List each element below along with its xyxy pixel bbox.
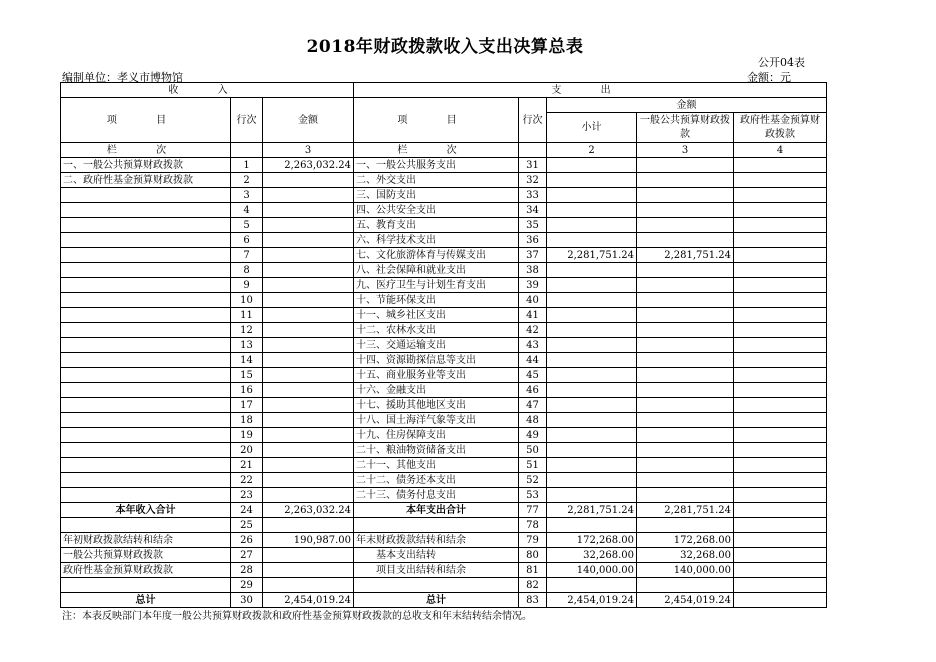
income-line-no-cell: 25 xyxy=(231,518,263,533)
expense-gov-fund-cell xyxy=(734,248,827,263)
expense-line-no-cell: 34 xyxy=(519,203,547,218)
expense-line-no-cell: 83 xyxy=(519,593,547,608)
expense-line-no-cell: 42 xyxy=(519,323,547,338)
expense-gov-fund-cell xyxy=(734,353,827,368)
expense-subtotal-cell xyxy=(547,188,637,203)
expense-item-cell: 五、教育支出 xyxy=(354,218,519,233)
expense-general-budget-cell xyxy=(637,308,734,323)
income-column-3: 3 xyxy=(263,143,354,158)
expense-gov-fund-cell xyxy=(734,278,827,293)
income-line-no-cell: 4 xyxy=(231,203,263,218)
income-line-no-cell: 6 xyxy=(231,233,263,248)
expense-gov-fund-cell xyxy=(734,173,827,188)
income-amount-cell xyxy=(263,353,354,368)
income-line-no-cell: 1 xyxy=(231,158,263,173)
expense-subtotal-cell xyxy=(547,443,637,458)
expense-gov-fund-cell xyxy=(734,218,827,233)
expense-subtotal-cell xyxy=(547,278,637,293)
income-amount-cell xyxy=(263,248,354,263)
expense-item-cell: 本年支出合计 xyxy=(354,503,519,518)
income-item-cell xyxy=(61,458,231,473)
expense-line-no-cell: 37 xyxy=(519,248,547,263)
expense-gov-fund-cell xyxy=(734,458,827,473)
expense-item-cell: 二十二、债务还本支出 xyxy=(354,473,519,488)
expense-gov-fund-cell xyxy=(734,383,827,398)
income-amount-cell: 2,263,032.24 xyxy=(263,158,354,173)
expense-column-label: 栏 次 xyxy=(354,143,519,158)
income-item-cell: 总计 xyxy=(61,593,231,608)
expense-subtotal-cell xyxy=(547,368,637,383)
expense-general-budget-cell xyxy=(637,188,734,203)
table-row xyxy=(61,233,827,248)
expense-line-no-cell: 78 xyxy=(519,518,547,533)
expense-item-cell: 十一、城乡社区支出 xyxy=(354,308,519,323)
expense-gov-fund-cell xyxy=(734,578,827,593)
income-line-no-cell: 14 xyxy=(231,353,263,368)
reporting-unit: 编制单位：孝义市博物馆 xyxy=(62,71,183,84)
expense-general-budget-cell: 2,281,751.24 xyxy=(637,503,734,518)
expense-item-cell: 年末财政拨款结转和结余 xyxy=(354,533,519,548)
expense-item-cell: 三、国防支出 xyxy=(354,188,519,203)
expense-line-no-cell: 46 xyxy=(519,383,547,398)
income-line-no-header: 行次 xyxy=(231,98,263,143)
income-item-cell xyxy=(61,368,231,383)
income-item-cell xyxy=(61,203,231,218)
expense-line-no-cell: 79 xyxy=(519,533,547,548)
table-row xyxy=(61,503,827,518)
income-amount-cell xyxy=(263,203,354,218)
income-line-no-cell: 20 xyxy=(231,443,263,458)
income-item-cell xyxy=(61,308,231,323)
expense-line-no-cell: 35 xyxy=(519,218,547,233)
income-amount-cell xyxy=(263,278,354,293)
expense-subtotal-cell: 2,454,019.24 xyxy=(547,593,637,608)
income-line-no-cell: 29 xyxy=(231,578,263,593)
table-row xyxy=(61,563,827,578)
income-line-no-cell: 2 xyxy=(231,173,263,188)
expense-general-budget-cell: 32,268.00 xyxy=(637,548,734,563)
expense-item-cell: 基本支出结转 xyxy=(354,548,519,563)
expense-line-no-cell: 48 xyxy=(519,413,547,428)
income-item-cell xyxy=(61,293,231,308)
expense-general-budget-cell xyxy=(637,428,734,443)
expense-item-cell: 一、一般公共服务支出 xyxy=(354,158,519,173)
table-row xyxy=(61,173,827,188)
expense-general-budget-cell xyxy=(637,353,734,368)
gov-fund-budget-header: 政府性基金预算财政拨款 xyxy=(734,113,827,143)
expense-gov-fund-cell xyxy=(734,518,827,533)
table-row xyxy=(61,593,827,608)
expense-gov-fund-cell xyxy=(734,488,827,503)
expense-item-cell xyxy=(354,578,519,593)
general-budget-header: 一般公共预算财政拨款 xyxy=(637,113,734,143)
table-row xyxy=(61,278,827,293)
expense-line-no-cell: 51 xyxy=(519,458,547,473)
table-note: 注：本表反映部门本年度一般公共预算财政拨款和政府性基金预算财政拨款的总收支和年末结转结余情况。 xyxy=(62,611,532,622)
expense-general-budget-cell xyxy=(637,218,734,233)
income-item-cell xyxy=(61,383,231,398)
income-line-no-cell: 5 xyxy=(231,218,263,233)
table-row xyxy=(61,548,827,563)
table-row xyxy=(61,218,827,233)
income-amount-cell xyxy=(263,338,354,353)
expense-item-cell: 项目支出结转和结余 xyxy=(354,563,519,578)
income-amount-cell: 2,454,019.24 xyxy=(263,593,354,608)
income-amount-cell xyxy=(263,443,354,458)
expense-amount-header: 金额 xyxy=(547,98,827,113)
expense-line-no-cell: 44 xyxy=(519,353,547,368)
expense-subtotal-cell xyxy=(547,293,637,308)
expense-general-budget-cell xyxy=(637,233,734,248)
income-amount-cell xyxy=(263,263,354,278)
expense-item-cell: 八、社会保障和就业支出 xyxy=(354,263,519,278)
income-line-no-cell: 7 xyxy=(231,248,263,263)
expense-line-no-cell: 31 xyxy=(519,158,547,173)
table-row xyxy=(61,293,827,308)
expense-subtotal-cell: 2,281,751.24 xyxy=(547,503,637,518)
expense-item-cell: 十七、援助其他地区支出 xyxy=(354,398,519,413)
expense-item-cell: 七、文化旅游体育与传媒支出 xyxy=(354,248,519,263)
income-amount-cell: 190,987.00 xyxy=(263,533,354,548)
table-row xyxy=(61,263,827,278)
expense-gov-fund-cell xyxy=(734,413,827,428)
income-amount-cell xyxy=(263,473,354,488)
income-item-cell: 一般公共预算财政拨款 xyxy=(61,548,231,563)
expense-gov-fund-cell xyxy=(734,503,827,518)
table-row xyxy=(61,458,827,473)
income-amount-cell xyxy=(263,188,354,203)
expense-subtotal-cell: 2,281,751.24 xyxy=(547,248,637,263)
expense-item-cell: 十六、金融支出 xyxy=(354,383,519,398)
expense-gov-fund-cell xyxy=(734,443,827,458)
expense-subtotal-cell xyxy=(547,428,637,443)
income-amount-cell xyxy=(263,398,354,413)
income-line-no-cell: 18 xyxy=(231,413,263,428)
expense-column-4: 4 xyxy=(734,143,827,158)
expense-gov-fund-cell xyxy=(734,593,827,608)
expense-item-cell: 二十一、其他支出 xyxy=(354,458,519,473)
expense-gov-fund-cell xyxy=(734,428,827,443)
report-title: 2018年财政拨款收入支出决算总表 xyxy=(306,37,584,57)
expense-general-budget-cell: 172,268.00 xyxy=(637,533,734,548)
income-item-cell xyxy=(61,338,231,353)
income-item-cell xyxy=(61,278,231,293)
expense-line-no-cell: 32 xyxy=(519,173,547,188)
income-item-cell: 年初财政拨款结转和结余 xyxy=(61,533,231,548)
expense-line-no-cell: 33 xyxy=(519,188,547,203)
income-amount-cell xyxy=(263,488,354,503)
expense-column-no-blank xyxy=(519,143,547,158)
expense-line-no-cell: 36 xyxy=(519,233,547,248)
income-line-no-cell: 8 xyxy=(231,263,263,278)
expense-line-no-header: 行次 xyxy=(519,98,547,143)
expense-gov-fund-cell xyxy=(734,233,827,248)
income-amount-header: 金额 xyxy=(263,98,354,143)
table-row xyxy=(61,323,827,338)
table-row xyxy=(61,203,827,218)
expense-general-budget-cell xyxy=(637,443,734,458)
table-row xyxy=(61,308,827,323)
expense-item-cell: 二、外交支出 xyxy=(354,173,519,188)
income-amount-cell xyxy=(263,518,354,533)
expense-subtotal-cell xyxy=(547,218,637,233)
expense-item-cell: 二十三、债务付息支出 xyxy=(354,488,519,503)
income-line-no-cell: 27 xyxy=(231,548,263,563)
income-column-label: 栏 次 xyxy=(61,143,231,158)
expense-line-no-cell: 49 xyxy=(519,428,547,443)
table-row xyxy=(61,338,827,353)
expense-item-cell: 十二、农林水支出 xyxy=(354,323,519,338)
expense-gov-fund-cell xyxy=(734,263,827,278)
expense-subtotal-cell xyxy=(547,473,637,488)
expense-line-no-cell: 47 xyxy=(519,398,547,413)
income-amount-cell xyxy=(263,413,354,428)
income-item-cell xyxy=(61,473,231,488)
income-line-no-cell: 19 xyxy=(231,428,263,443)
expense-item-cell: 十四、资源勘探信息等支出 xyxy=(354,353,519,368)
expense-general-budget-cell xyxy=(637,488,734,503)
table-row xyxy=(61,413,827,428)
expense-line-no-cell: 80 xyxy=(519,548,547,563)
income-item-cell xyxy=(61,428,231,443)
expense-item-cell: 十八、国土海洋气象等支出 xyxy=(354,413,519,428)
table-row xyxy=(61,473,827,488)
table-row xyxy=(61,533,827,548)
income-line-no-cell: 9 xyxy=(231,278,263,293)
income-amount-cell xyxy=(263,578,354,593)
form-code: 公开04表 xyxy=(758,56,805,69)
income-item-cell xyxy=(61,218,231,233)
expense-subtotal-cell: 172,268.00 xyxy=(547,533,637,548)
expense-item-cell: 总计 xyxy=(354,593,519,608)
expense-item-cell: 十五、商业服务业等支出 xyxy=(354,368,519,383)
income-item-cell xyxy=(61,518,231,533)
expense-subtotal-cell xyxy=(547,323,637,338)
expense-subtotal-cell xyxy=(547,413,637,428)
expense-subtotal-cell xyxy=(547,173,637,188)
currency-unit: 金额：元 xyxy=(747,71,791,84)
income-item-cell xyxy=(61,353,231,368)
table-row xyxy=(61,578,827,593)
expense-item-cell: 十、节能环保支出 xyxy=(354,293,519,308)
expense-subtotal-cell xyxy=(547,308,637,323)
table-row xyxy=(61,518,827,533)
table-row xyxy=(61,368,827,383)
expense-subtotal-cell xyxy=(547,338,637,353)
expense-line-no-cell: 43 xyxy=(519,338,547,353)
expense-item-header: 项 目 xyxy=(354,98,519,143)
income-item-cell xyxy=(61,413,231,428)
income-amount-cell xyxy=(263,548,354,563)
expense-subtotal-cell xyxy=(547,578,637,593)
income-item-header: 项 目 xyxy=(61,98,231,143)
expense-line-no-cell: 45 xyxy=(519,368,547,383)
expense-item-cell: 十三、交通运输支出 xyxy=(354,338,519,353)
income-line-no-cell: 15 xyxy=(231,368,263,383)
income-line-no-cell: 10 xyxy=(231,293,263,308)
income-amount-cell xyxy=(263,173,354,188)
table-row xyxy=(61,488,827,503)
expense-gov-fund-cell xyxy=(734,308,827,323)
table-row xyxy=(61,443,827,458)
income-line-no-cell: 26 xyxy=(231,533,263,548)
expense-gov-fund-cell xyxy=(734,563,827,578)
expense-line-no-cell: 81 xyxy=(519,563,547,578)
income-line-no-cell: 22 xyxy=(231,473,263,488)
income-item-cell xyxy=(61,233,231,248)
expense-general-budget-cell xyxy=(637,263,734,278)
expense-general-budget-cell xyxy=(637,578,734,593)
expense-general-budget-cell xyxy=(637,158,734,173)
expense-general-budget-cell xyxy=(637,458,734,473)
income-amount-cell xyxy=(263,428,354,443)
income-amount-cell xyxy=(263,368,354,383)
income-line-no-cell: 17 xyxy=(231,398,263,413)
expense-item-cell: 九、医疗卫生与计划生育支出 xyxy=(354,278,519,293)
expense-general-budget-cell xyxy=(637,323,734,338)
income-amount-cell xyxy=(263,458,354,473)
expense-general-budget-cell xyxy=(637,203,734,218)
income-amount-cell xyxy=(263,308,354,323)
budget-summary-table xyxy=(60,82,827,608)
income-header: 收 入 xyxy=(61,83,354,98)
income-amount-cell xyxy=(263,293,354,308)
table-row xyxy=(61,428,827,443)
expense-column-2: 2 xyxy=(547,143,637,158)
expense-subtotal-cell xyxy=(547,263,637,278)
income-amount-cell xyxy=(263,563,354,578)
expense-subtotal-cell xyxy=(547,488,637,503)
expense-line-no-cell: 41 xyxy=(519,308,547,323)
expense-gov-fund-cell xyxy=(734,368,827,383)
expense-item-cell: 十九、住房保障支出 xyxy=(354,428,519,443)
income-line-no-cell: 30 xyxy=(231,593,263,608)
income-line-no-cell: 21 xyxy=(231,458,263,473)
income-item-cell xyxy=(61,443,231,458)
expense-general-budget-cell xyxy=(637,338,734,353)
expense-general-budget-cell xyxy=(637,278,734,293)
income-line-no-cell: 3 xyxy=(231,188,263,203)
expense-general-budget-cell: 2,281,751.24 xyxy=(637,248,734,263)
expense-item-cell: 二十、粮油物资储备支出 xyxy=(354,443,519,458)
expense-item-cell xyxy=(354,518,519,533)
income-amount-cell xyxy=(263,383,354,398)
table-row xyxy=(61,248,827,263)
expense-gov-fund-cell xyxy=(734,158,827,173)
expense-column-3: 3 xyxy=(637,143,734,158)
expense-general-budget-cell xyxy=(637,383,734,398)
income-item-cell xyxy=(61,578,231,593)
expense-general-budget-cell: 140,000.00 xyxy=(637,563,734,578)
income-item-cell xyxy=(61,488,231,503)
income-item-cell: 政府性基金预算财政拨款 xyxy=(61,563,231,578)
income-line-no-cell: 24 xyxy=(231,503,263,518)
expense-general-budget-cell xyxy=(637,413,734,428)
income-line-no-cell: 11 xyxy=(231,308,263,323)
expense-item-cell: 四、公共安全支出 xyxy=(354,203,519,218)
expense-item-cell: 六、科学技术支出 xyxy=(354,233,519,248)
expense-subtotal-cell xyxy=(547,158,637,173)
expense-line-no-cell: 50 xyxy=(519,443,547,458)
income-amount-cell xyxy=(263,218,354,233)
table-row xyxy=(61,383,827,398)
expense-gov-fund-cell xyxy=(734,188,827,203)
expense-line-no-cell: 82 xyxy=(519,578,547,593)
expense-general-budget-cell xyxy=(637,293,734,308)
expense-general-budget-cell: 2,454,019.24 xyxy=(637,593,734,608)
expense-general-budget-cell xyxy=(637,398,734,413)
expense-gov-fund-cell xyxy=(734,473,827,488)
expense-gov-fund-cell xyxy=(734,293,827,308)
table-row xyxy=(61,398,827,413)
income-line-no-cell: 28 xyxy=(231,563,263,578)
expense-line-no-cell: 38 xyxy=(519,263,547,278)
income-amount-cell xyxy=(263,233,354,248)
expense-line-no-cell: 39 xyxy=(519,278,547,293)
expense-subtotal-cell xyxy=(547,518,637,533)
income-amount-cell: 2,263,032.24 xyxy=(263,503,354,518)
income-item-cell xyxy=(61,398,231,413)
income-column-no-blank xyxy=(231,143,263,158)
expense-general-budget-cell xyxy=(637,518,734,533)
expense-subtotal-cell: 140,000.00 xyxy=(547,563,637,578)
expense-subtotal-cell xyxy=(547,398,637,413)
table-row xyxy=(61,188,827,203)
expense-line-no-cell: 77 xyxy=(519,503,547,518)
income-amount-cell xyxy=(263,323,354,338)
expense-general-budget-cell xyxy=(637,473,734,488)
expense-gov-fund-cell xyxy=(734,398,827,413)
income-item-cell xyxy=(61,248,231,263)
expense-gov-fund-cell xyxy=(734,338,827,353)
expense-subtotal-cell xyxy=(547,203,637,218)
table-row xyxy=(61,158,827,173)
expense-line-no-cell: 53 xyxy=(519,488,547,503)
expense-gov-fund-cell xyxy=(734,548,827,563)
expense-subtotal-cell xyxy=(547,383,637,398)
expense-header: 支 出 xyxy=(354,83,827,98)
expense-subtotal-cell: 32,268.00 xyxy=(547,548,637,563)
expense-gov-fund-cell xyxy=(734,203,827,218)
income-item-cell: 本年收入合计 xyxy=(61,503,231,518)
income-line-no-cell: 12 xyxy=(231,323,263,338)
expense-subtotal-cell xyxy=(547,458,637,473)
income-line-no-cell: 23 xyxy=(231,488,263,503)
income-line-no-cell: 13 xyxy=(231,338,263,353)
table-row xyxy=(61,353,827,368)
expense-line-no-cell: 40 xyxy=(519,293,547,308)
expense-gov-fund-cell xyxy=(734,533,827,548)
income-item-cell: 二、政府性基金预算财政拨款 xyxy=(61,173,231,188)
expense-subtotal-cell xyxy=(547,353,637,368)
income-item-cell xyxy=(61,188,231,203)
expense-general-budget-cell xyxy=(637,173,734,188)
expense-general-budget-cell xyxy=(637,368,734,383)
income-item-cell xyxy=(61,263,231,278)
expense-subtotal-cell xyxy=(547,233,637,248)
income-line-no-cell: 16 xyxy=(231,383,263,398)
expense-line-no-cell: 52 xyxy=(519,473,547,488)
subtotal-header: 小计 xyxy=(547,113,637,143)
income-item-cell: 一、一般公共预算财政拨款 xyxy=(61,158,231,173)
income-item-cell xyxy=(61,323,231,338)
expense-gov-fund-cell xyxy=(734,323,827,338)
